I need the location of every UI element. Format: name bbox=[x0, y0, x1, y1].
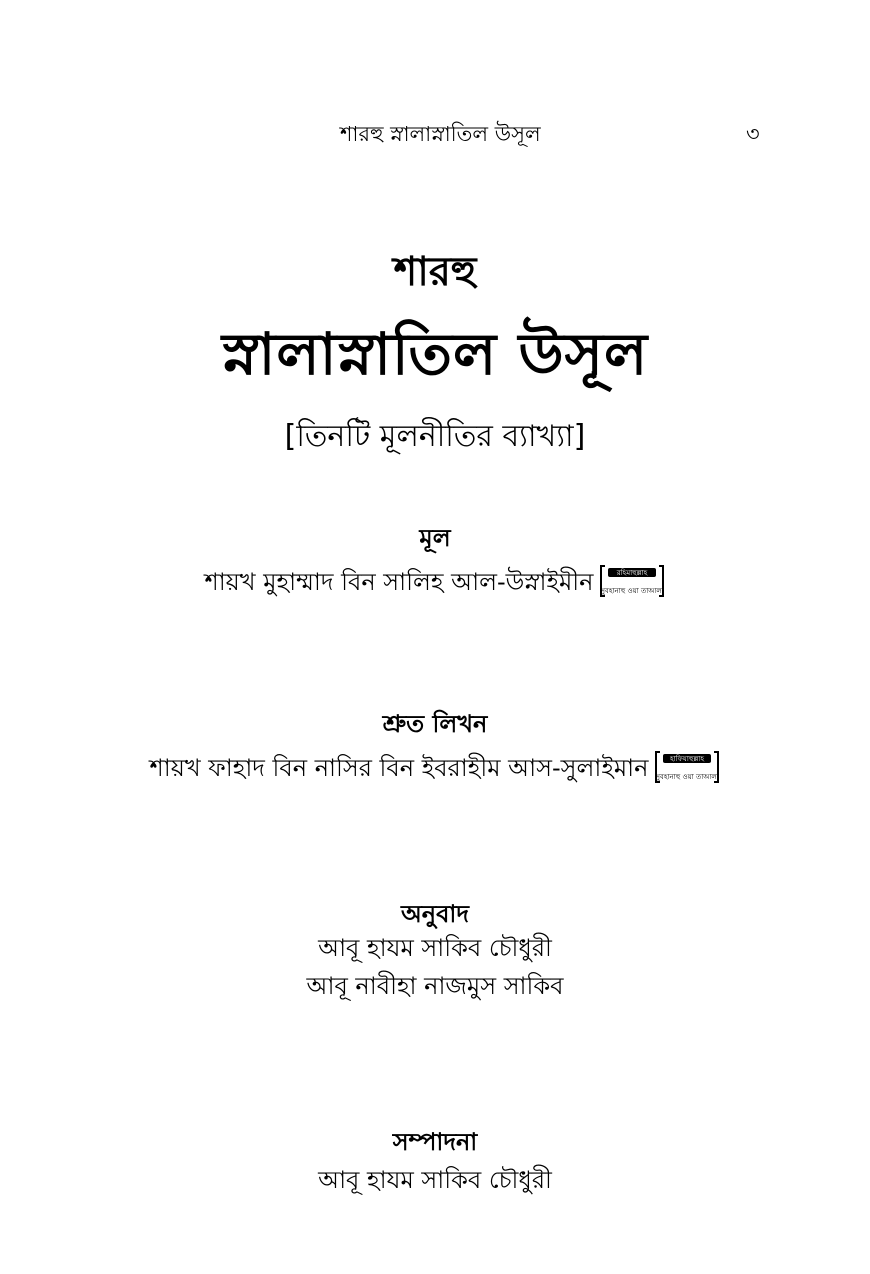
honorific-bottom-text: সুবহানাহু ওয়া তাআলা bbox=[600, 587, 665, 595]
dictation-author-line bbox=[0, 750, 870, 790]
book-subtitle: [তিনটি মূলনীতির ব্যাখ্যা] bbox=[284, 419, 586, 454]
dictation-label: শ্রুত লিখন bbox=[382, 710, 488, 738]
page-number: ৩ bbox=[746, 122, 760, 146]
translation-label: অনুবাদ bbox=[400, 900, 470, 928]
honorific-bottom-text: সুবহানাহু ওয়া তাআলা bbox=[655, 773, 720, 781]
honorific-seal bbox=[599, 564, 665, 598]
honorific-seal bbox=[654, 750, 720, 784]
dictation-author: শায়খ ফাহাদ বিন নাসির বিন ইবরাহীম আস-সুলাইমান bbox=[149, 754, 649, 782]
title-line-1: শারহু bbox=[393, 249, 477, 295]
original-label: মূল bbox=[419, 524, 451, 552]
honorific-top-text: হাফিযাহুল্লাহ bbox=[670, 755, 705, 763]
editor-name: আবূ হাযম সাকিব চৌধুরী bbox=[318, 1166, 552, 1194]
original-author-line bbox=[0, 564, 870, 604]
running-title: শারহু স্নালাস্নাতিল উসূল bbox=[340, 122, 541, 146]
original-author: শায়খ মুহাম্মাদ বিন সালিহ আল-উস্নাইমীন bbox=[204, 568, 594, 596]
running-header bbox=[0, 118, 870, 150]
translator-1: আবূ হাযম সাকিব চৌধুরী bbox=[318, 934, 552, 962]
editing-label: সম্পাদনা bbox=[392, 1128, 478, 1156]
honorific-top-text: রহিমাহুল্লাহ bbox=[617, 569, 648, 577]
book-title: স্নালাস্নাতিল উসূল bbox=[221, 320, 649, 388]
translator-2: আবূ নাবীহা নাজমুস সাকিব bbox=[306, 972, 564, 1000]
